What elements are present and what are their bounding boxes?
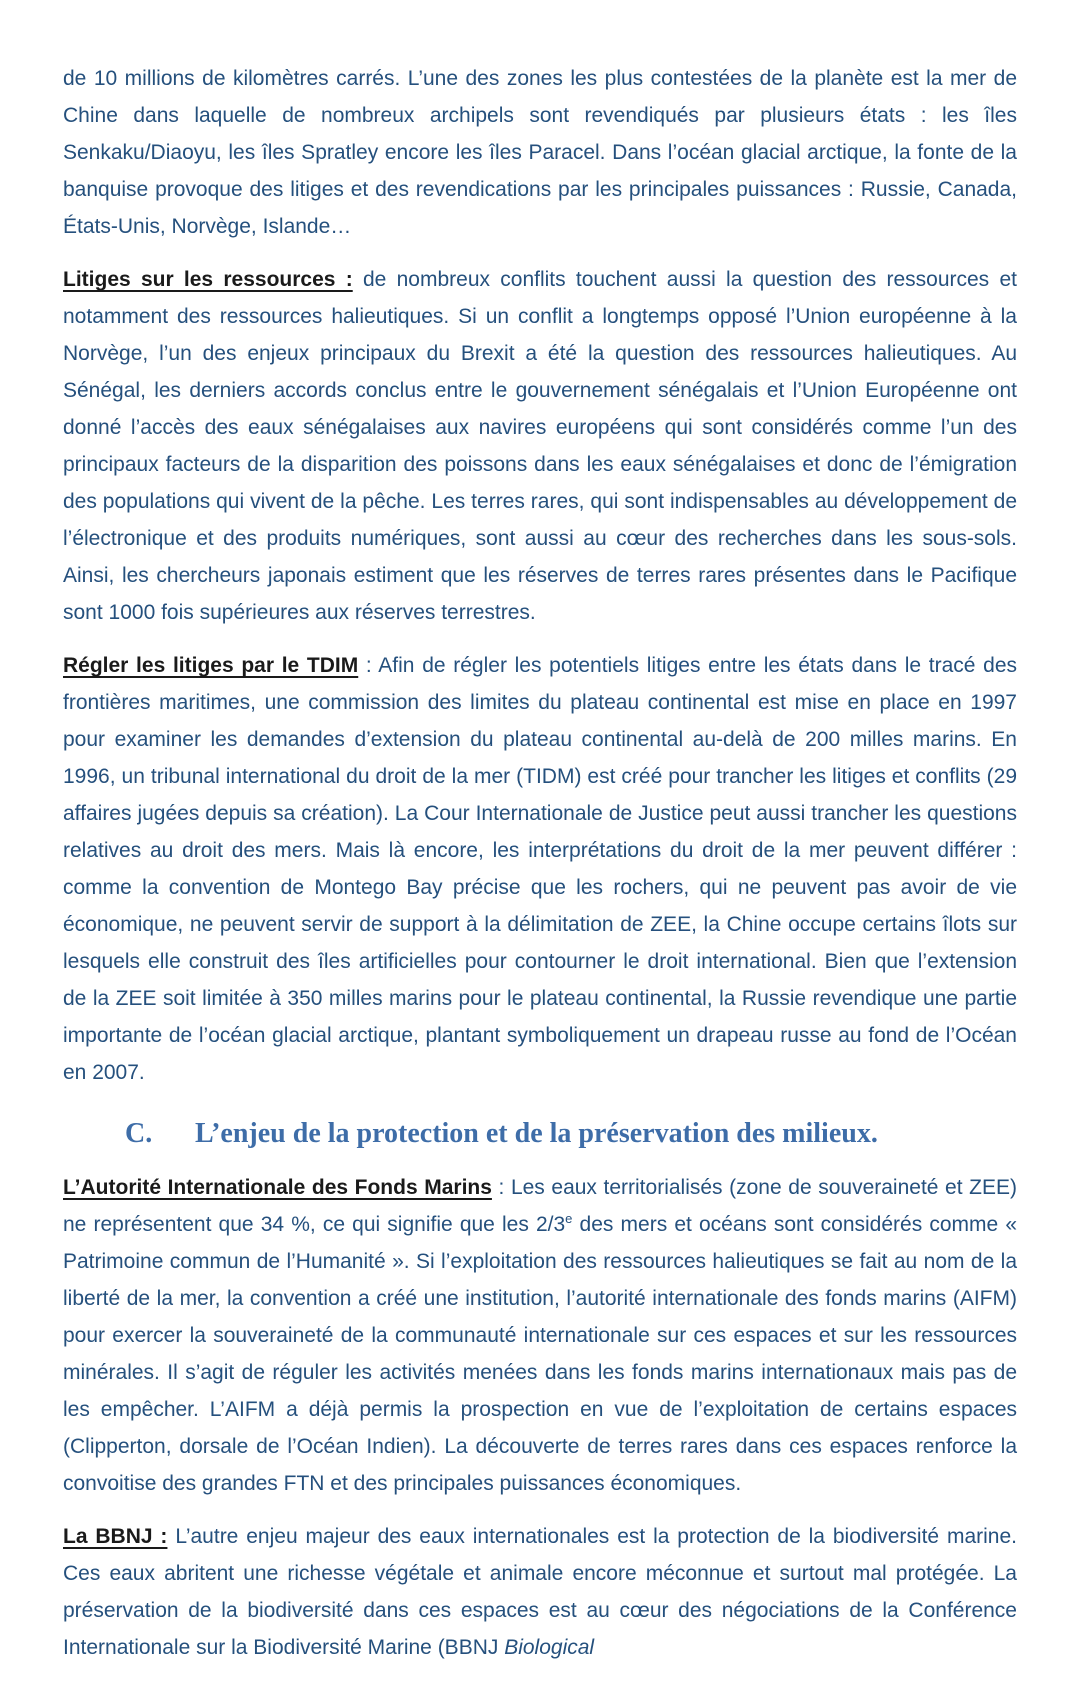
paragraph-tdim [63,647,1017,1091]
section-heading [125,1117,1017,1151]
paragraph-intro-continuation [63,60,1017,245]
superscript-e: e [565,1211,573,1226]
section-heading-title: L’enjeu de la protection et de la préservation des milieux. [195,1118,878,1149]
paragraph-text: de nombreux conflits touchent aussi la question des ressources et notamment des ressources halieutiques. Si un conflit a longtemps opposé l’Union européenne à la Norvège, l’un des enjeux principaux du Brexit a été la question des ressources halieutiques. Au Sénégal, les derniers accords conclus entre le gouvernement sénégalais et l’Union Européenne ont donné l’accès des eaux sénégalaises aux navires européens qui sont considérés comme l’un des principaux facteurs de la disparition des poissons dans les eaux sénégalaises et donc de l’émigration des populations qui vivent de la pêche. Les terres rares, qui sont indispensables au développement de l’électronique et des produits numériques, sont aussi au cœur des recherches dans les sous-sols. Ainsi, les chercheurs japonais estiment que les réserves de terres rares présentes dans le Pacifique sont 1000 fois supérieures aux réserves terrestres. [63,268,1017,624]
italic-term: Biological [504,1636,595,1659]
paragraph-litiges-ressources [63,261,1017,631]
paragraph-aifm [63,1169,1017,1502]
paragraph-lead-underlined: L’Autorité Internationale des Fonds Marins [63,1176,492,1199]
paragraph-text: : Afin de régler les potentiels litiges entre les états dans le tracé des frontières maritimes, une commission des limites du plateau continental est mise en place en 1997 pour examiner les demandes d’extension du plateau continental au-delà de 200 milles marins. En 1996, un tribunal international du droit de la mer (TIDM) est créé pour trancher les litiges et conflits (29 affaires jugées depuis sa création). La Cour Internationale de Justice peut aussi trancher les questions relatives au droit des mers. Mais là encore, les interprétations du droit de la mer peuvent différer : comme la convention de Montego Bay précise que les rochers, qui ne peuvent pas avoir de vie économique, ne peuvent servir de support à la délimitation de ZEE, la Chine occupe certains îlots sur lesquels elle construit des îles artificielles pour contourner le droit international. Bien que l’extension de la ZEE soit limitée à 350 milles marins pour le plateau continental, la Russie revendique une partie importante de l’océan glacial arctique, plantant symboliquement un drapeau russe au fond de l’Océan en 2007. [63,654,1017,1084]
paragraph-lead-underlined: Litiges sur les ressources : [63,268,353,291]
paragraph-text: L’autre enjeu majeur des eaux internationales est la protection de la biodiversité marine. Ces eaux abritent une richesse végétale et animale encore méconnue et surtout mal protégée. La préservation de la biodiversité dans ces espaces est au cœur des négociations de la Conférence Internationale sur la Biodiversité Marine (BBNJ [63,1525,1017,1659]
paragraph-text: des mers et océans sont considérés comme « Patrimoine commun de l’Humanité ». Si l’exploitation des ressources halieutiques se fait au nom de la liberté de la mer, la convention a créé une institution, l’autorité internationale des fonds marins (AIFM) pour exercer la souveraineté de la communauté internationale sur ces espaces et sur les ressources minérales. Il s’agit de réguler les activités menées dans les fonds marins internationaux mais pas de les empêcher. L’AIFM a déjà permis la prospection en vue de l’exploitation de certains espaces (Clipperton, dorsale de l’Océan Indien). La découverte de terres rares dans ces espaces renforce la convoitise des grandes FTN et des principales puissances économiques. [63,1213,1018,1495]
paragraph-text: de 10 millions de kilomètres carrés. L’une des zones les plus contestées de la planète est la mer de Chine dans laquelle de nombreux archipels sont revendiqués par plusieurs états : les îles Senkaku/Diaoyu, les îles Spratley encore les îles Paracel. Dans l’océan glacial arctique, la fonte de la banquise provoque des litiges et des revendications par les principales puissances : Russie, Canada, États-Unis, Norvège, Islande… [63,67,1017,238]
paragraph-lead-underlined: Régler les litiges par le TDIM [63,654,359,677]
paragraph-text: : Les eaux territorialisés (zone de souveraineté et ZEE) ne représentent que 34 %, ce qui signifie que les 2/3 [63,1176,1017,1236]
paragraph-bbnj [63,1518,1017,1666]
paragraph-lead-underlined: La BBNJ : [63,1525,168,1548]
section-heading-letter: C. [125,1118,153,1149]
